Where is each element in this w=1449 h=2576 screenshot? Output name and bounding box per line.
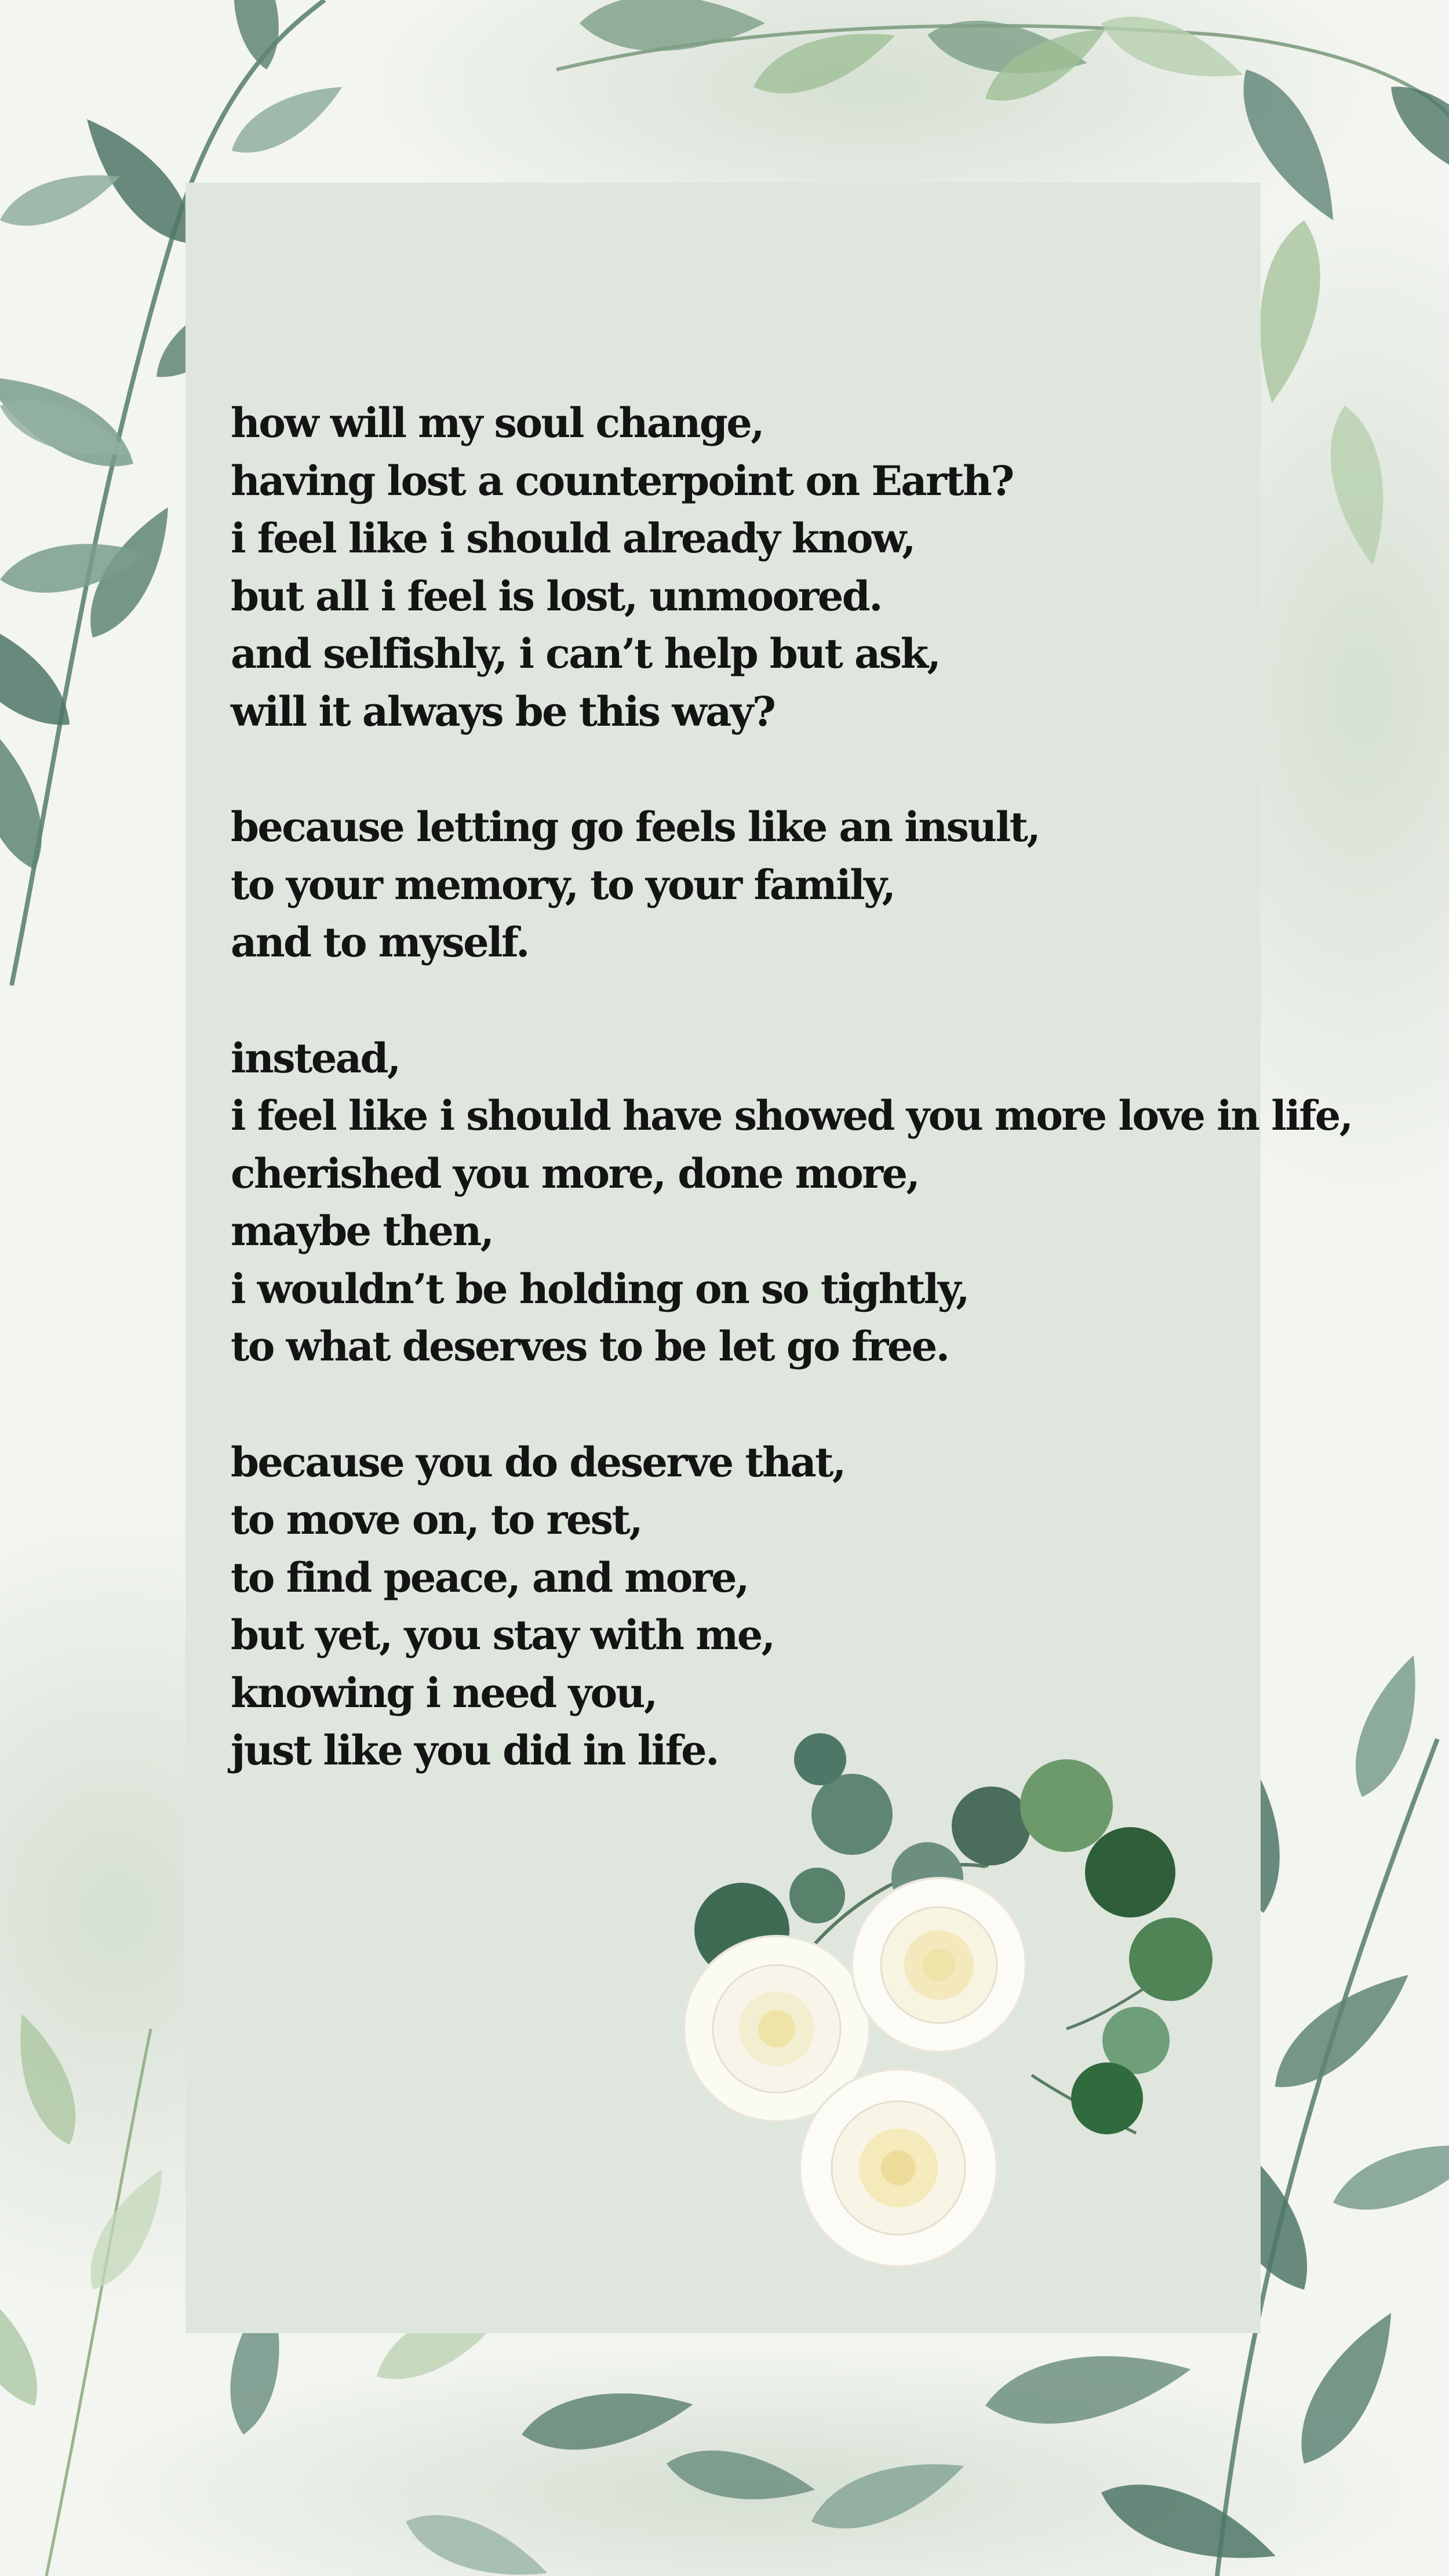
poem-line: because letting go feels like an insult,	[231, 803, 1040, 851]
poem-line: to find peace, and more,	[231, 1553, 748, 1602]
poem-line: but all i feel is lost, unmoored.	[231, 572, 882, 620]
poem-stanza-1	[231, 394, 1251, 740]
poem-stanza-2	[231, 798, 1251, 972]
poem-line: i feel like i should already know,	[231, 514, 915, 562]
poem-line: because you do deserve that,	[231, 1438, 845, 1486]
poem-stanza-3	[231, 1029, 1352, 1376]
poem-line: how will my soul change,	[231, 399, 763, 447]
poem-line: to move on, to rest,	[231, 1496, 642, 1544]
poem-line: to what deserves to be let go free.	[231, 1322, 949, 1370]
poem-line: knowing i need you,	[231, 1668, 657, 1717]
poem-line: will it always be this way?	[231, 687, 775, 736]
poem-line: i feel like i should have showed you more love in life,	[231, 1091, 1352, 1140]
poem-line: cherished you more, done more,	[231, 1149, 919, 1198]
poem-line: instead,	[231, 1034, 400, 1082]
poem	[231, 394, 1352, 1838]
poem-line: to your memory, to your family,	[231, 860, 895, 909]
poem-line: having lost a counterpoint on Earth?	[231, 456, 1013, 505]
poem-line: and selfishly, i can’t help but ask,	[231, 630, 940, 678]
poem-line: and to myself.	[231, 918, 529, 966]
poem-line: i wouldn’t be holding on so tightly,	[231, 1264, 969, 1313]
poem-line: just like you did in life.	[231, 1726, 718, 1774]
poem-line: maybe then,	[231, 1207, 493, 1255]
poem-line: but yet, you stay with me,	[231, 1611, 774, 1659]
white-rose-bouquet-icon	[661, 1727, 1217, 2295]
